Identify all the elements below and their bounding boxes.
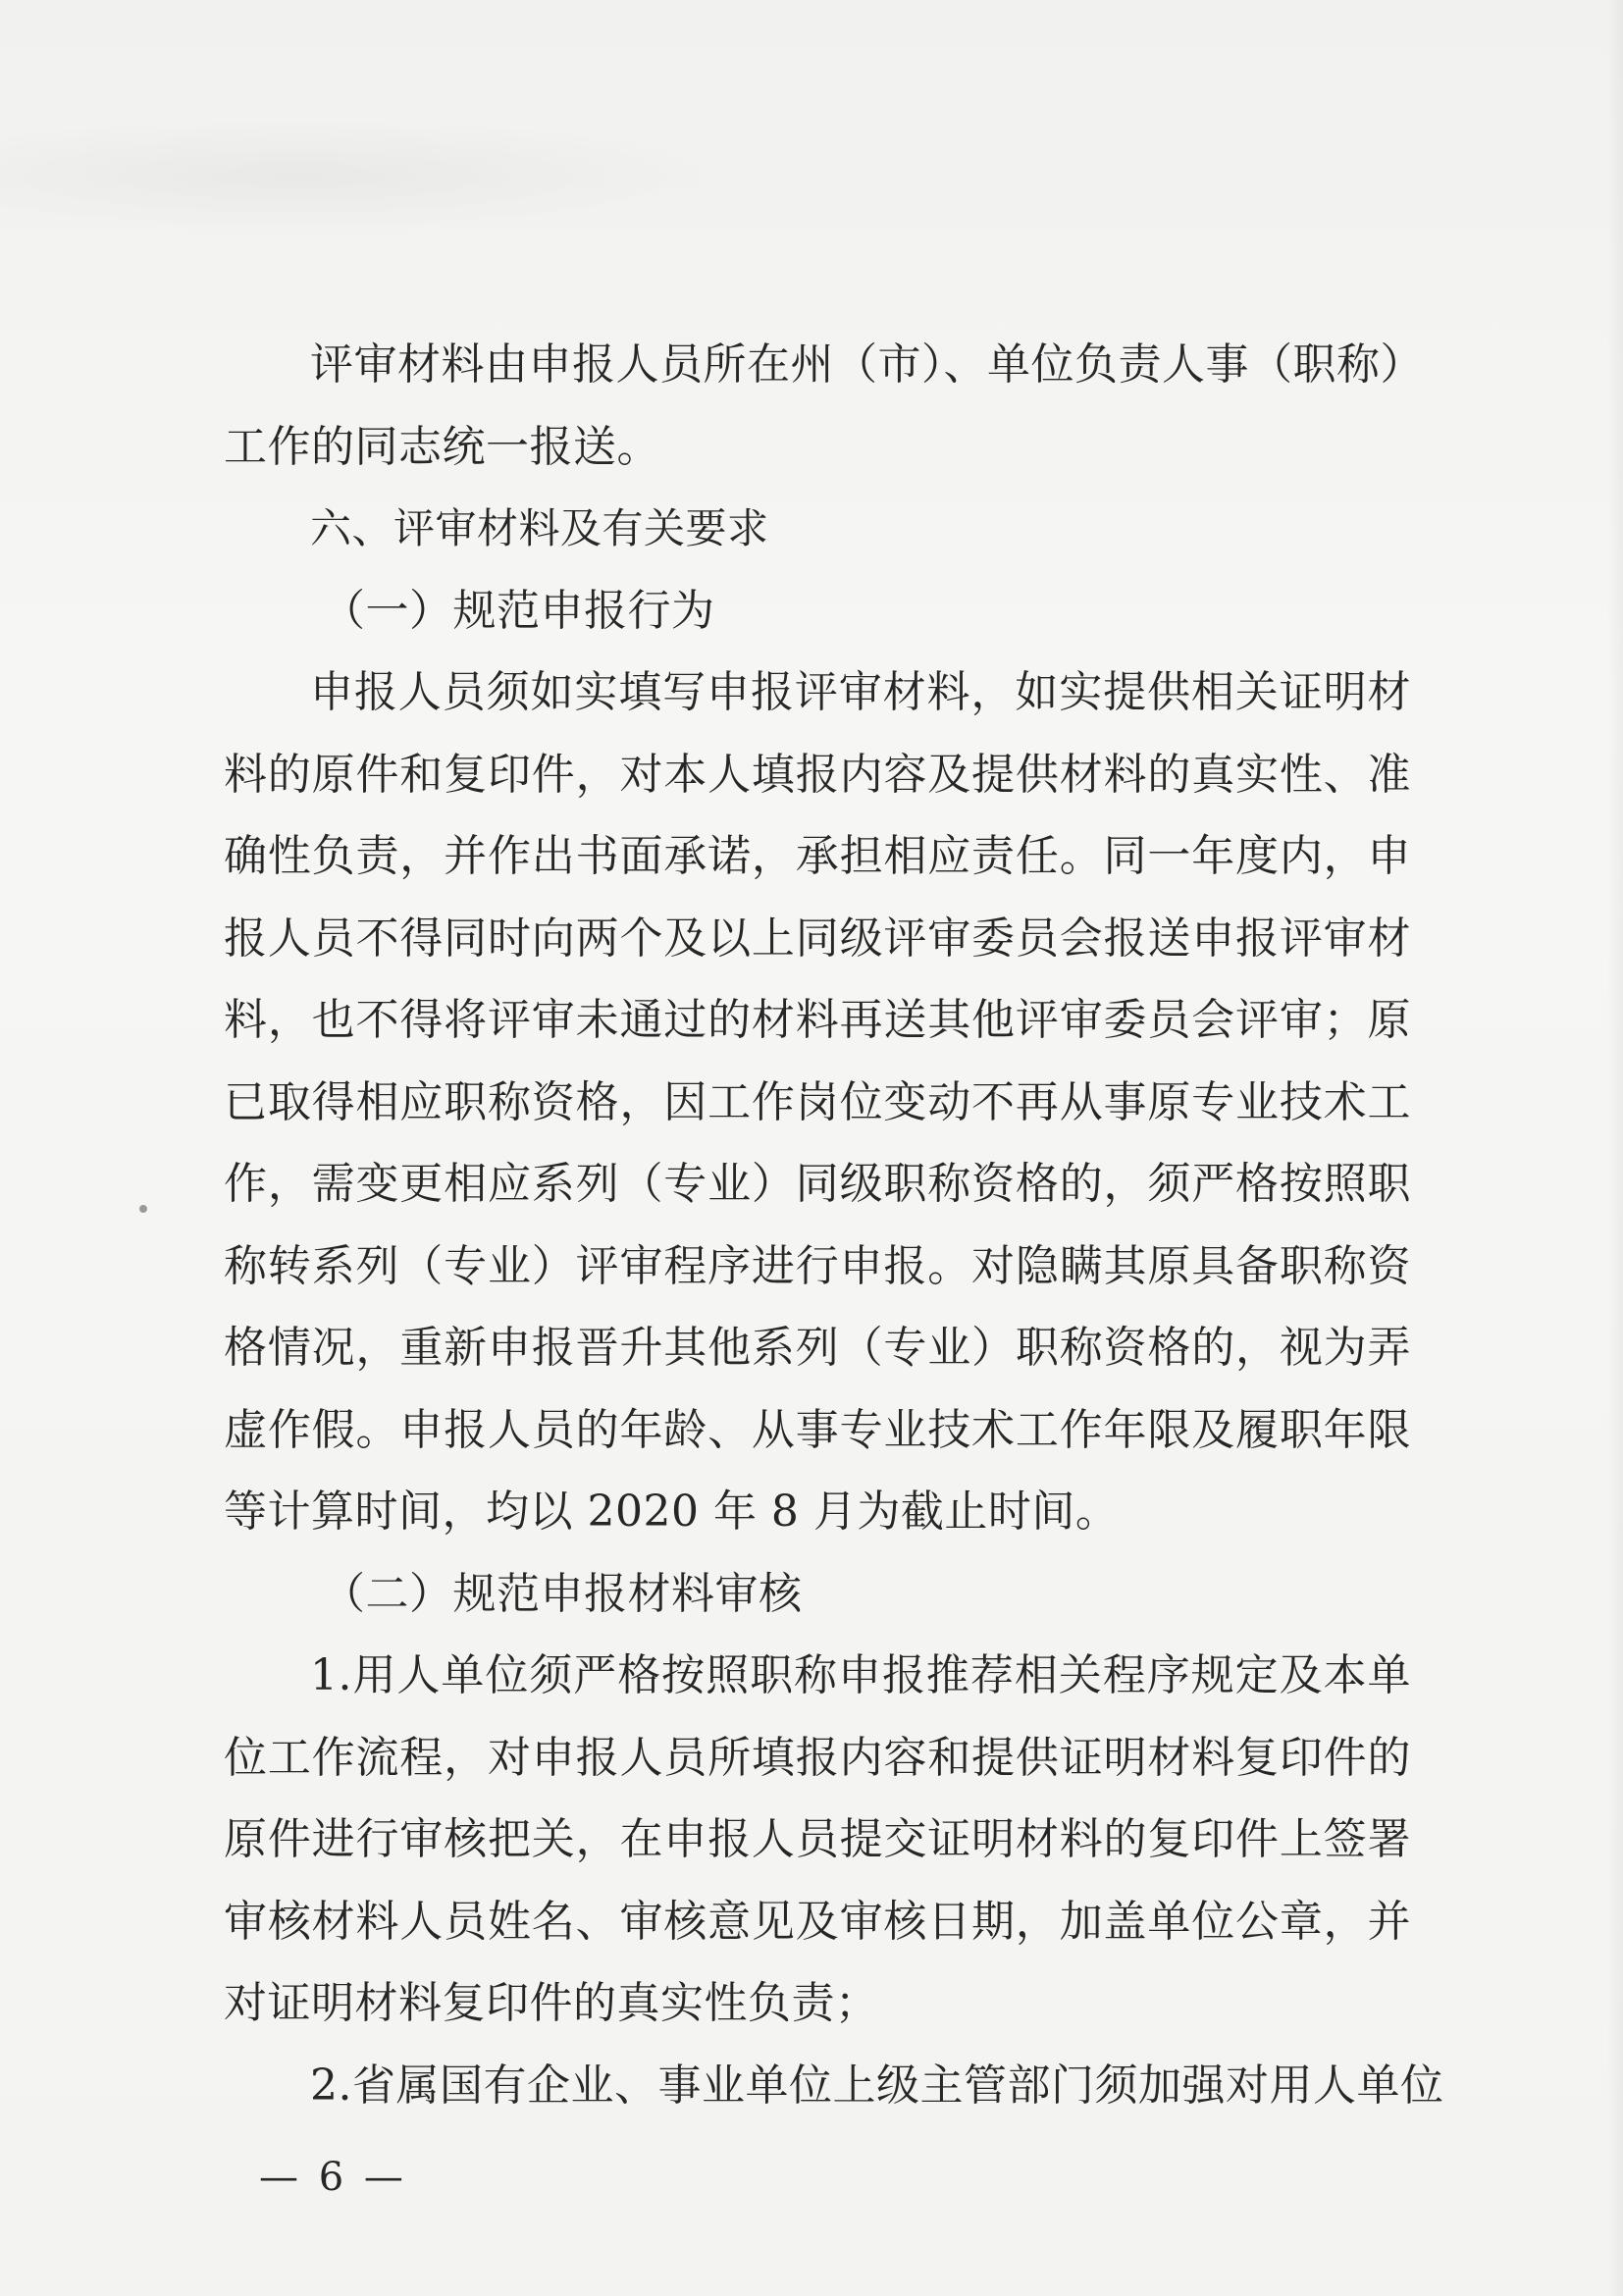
paragraph-line: 料，也不得将评审未通过的材料再送其他评审委员会评审；原 (224, 995, 1411, 1045)
scan-shadow (0, 118, 746, 235)
paragraph-line: 审核材料人员姓名、审核意见及审核日期，加盖单位公章，并 (224, 1896, 1411, 1947)
scan-edge (1607, 0, 1623, 2296)
paragraph-line: 确性负责，并作出书面承诺，承担相应责任。同一年度内，申 (224, 831, 1411, 881)
paragraph-line: 报人员不得同时向两个及以上同级评审委员会报送申报评审材 (224, 913, 1411, 964)
paragraph-line: 虚作假。申报人员的年龄、从事专业技术工作年限及履职年限 (224, 1404, 1411, 1455)
paragraph-line: 料的原件和复印件，对本人填报内容及提供材料的真实性、准 (224, 749, 1411, 800)
paragraph-line: 原件进行审核把关，在申报人员提交证明材料的复印件上签署 (224, 1814, 1411, 1864)
subsection-heading: （二）规范申报材料审核 (322, 1568, 803, 1619)
paragraph-line: 对证明材料复印件的真实性负责； (224, 1978, 879, 2028)
scan-speck (139, 1205, 147, 1213)
subsection-heading: （一）规范申报行为 (322, 585, 715, 636)
paragraph-line: 作，需变更相应系列（专业）同级职称资格的，须严格按照职 (224, 1159, 1411, 1209)
paragraph-line: 1.用人单位须严格按照职称申报推荐相关程序规定及本单 (310, 1650, 1411, 1700)
paragraph-line: 称转系列（专业）评审程序进行申报。对隐瞒其原具备职称资 (224, 1240, 1411, 1291)
paragraph-line: 评审材料由申报人员所在州（市）、单位负责人事（职称） (310, 339, 1424, 390)
paragraph-line: 申报人员须如实填写申报评审材料，如实提供相关证明材 (310, 667, 1411, 717)
paragraph-line: 格情况，重新申报晋升其他系列（专业）职称资格的，视为弄 (224, 1323, 1411, 1373)
paragraph-line: 等计算时间，均以 2020 年 8 月为截止时间。 (224, 1487, 1120, 1537)
paragraph-line: 已取得相应职称资格，因工作岗位变动不再从事原专业技术工 (224, 1076, 1411, 1127)
body-text (224, 324, 1444, 2126)
section-heading: 六、评审材料及有关要求 (310, 504, 769, 552)
paragraph-line: 2.省属国有企业、事业单位上级主管部门须加强对用人单位 (310, 2060, 1444, 2111)
paragraph-line: 工作的同志统一报送。 (224, 421, 660, 472)
paragraph-line: 位工作流程，对申报人员所填报内容和提供证明材料复印件的 (224, 1732, 1411, 1783)
page-number: — 6 — (259, 2155, 407, 2200)
